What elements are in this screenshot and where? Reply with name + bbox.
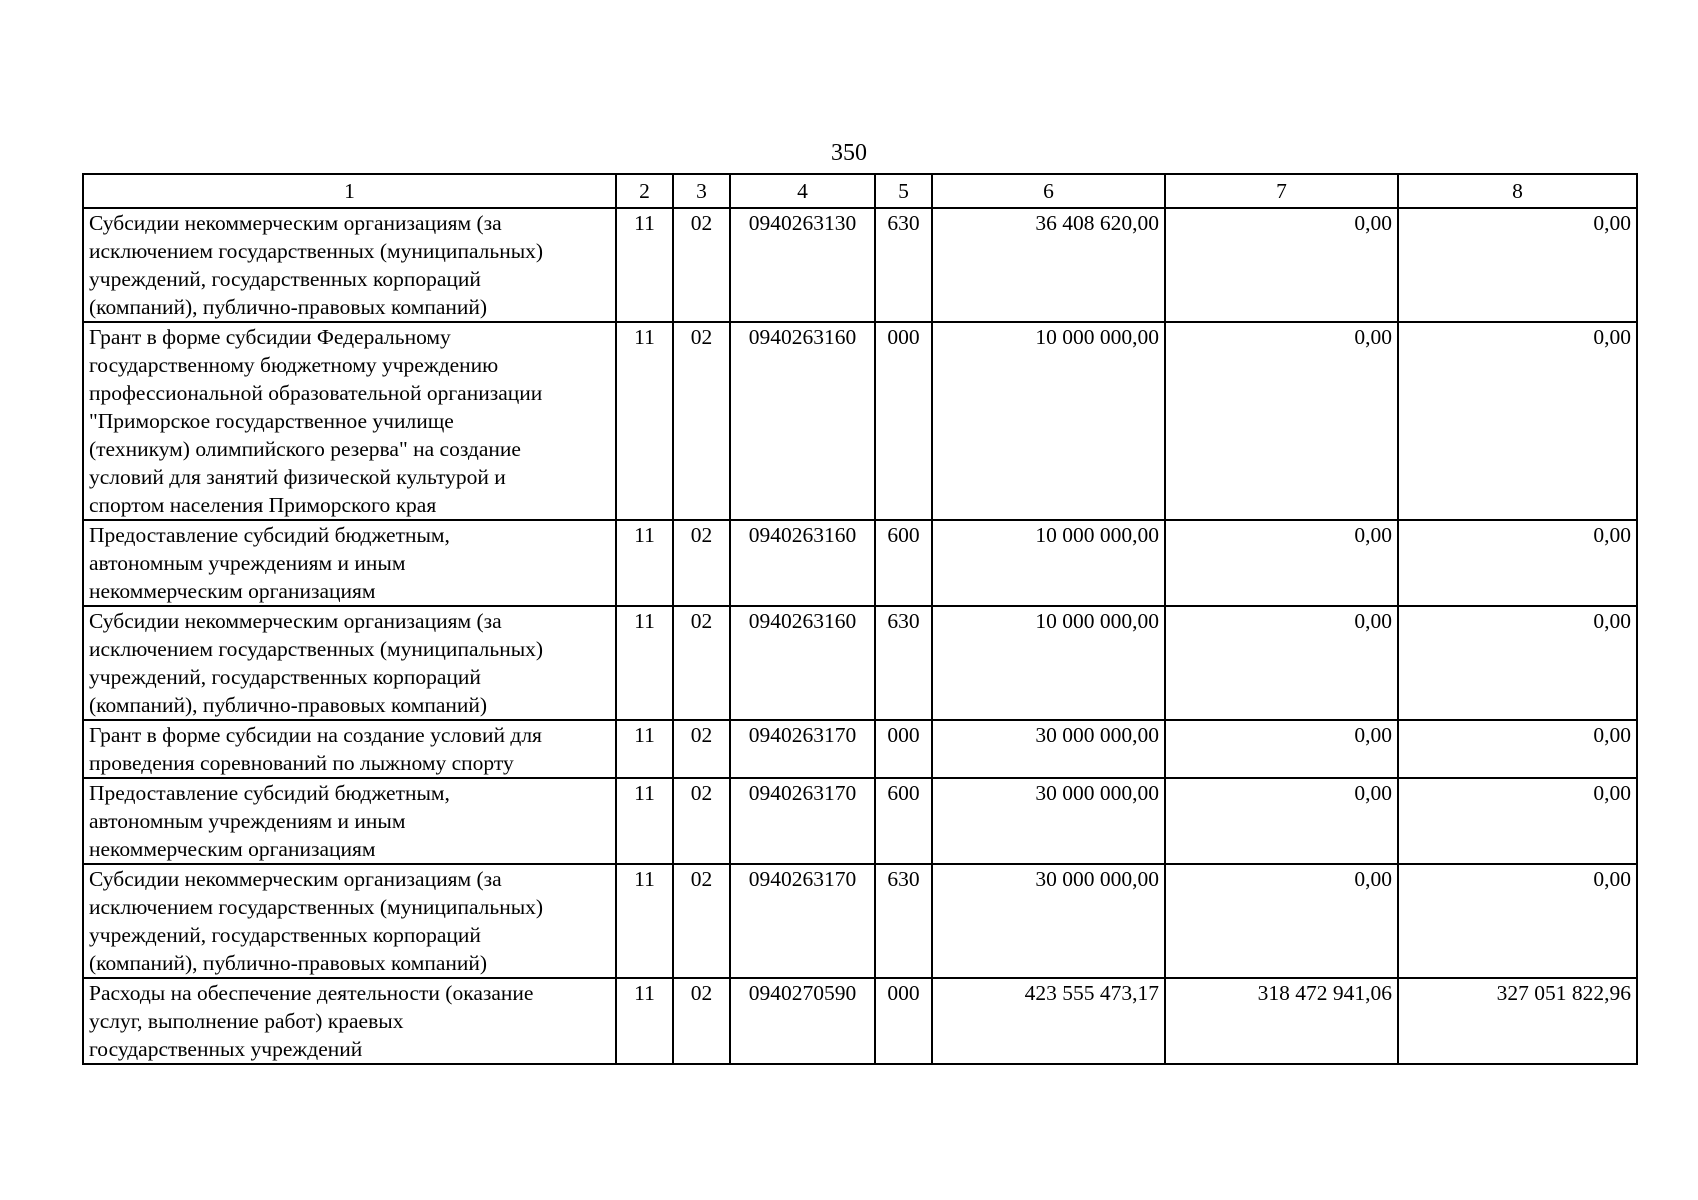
expense-type-cell: 000 [875,978,932,1064]
subsection-code-cell: 02 [673,606,730,720]
table-row [83,322,1637,520]
target-article-cell: 0940263170 [730,864,875,978]
target-article-cell: 0940263160 [730,322,875,520]
amount-col8-cell: 0,00 [1398,606,1637,720]
subsection-code-cell: 02 [673,864,730,978]
expense-name-cell: Грант в форме субсидии Федеральному государственному бюджетному учреждению профессиональной образовательной организации "Приморское государственное училище (техникум) олимпийского резерва" на создание условий для занятий физической культурой и спортом населения Приморского края [83,322,616,520]
amount-col6-cell: 30 000 000,00 [932,720,1165,778]
amount-col7-cell: 0,00 [1165,208,1398,322]
amount-col8-cell: 0,00 [1398,864,1637,978]
subsection-code-cell: 02 [673,520,730,606]
amount-col8-cell: 0,00 [1398,720,1637,778]
amount-col8-cell: 0,00 [1398,208,1637,322]
amount-col6-cell: 10 000 000,00 [932,322,1165,520]
expense-type-cell: 630 [875,606,932,720]
expense-name-cell: Предоставление субсидий бюджетным, автономным учреждениям и иным некоммерческим организациям [83,520,616,606]
section-code-cell: 11 [616,606,673,720]
table-row [83,864,1637,978]
page-number: 350 [831,140,867,166]
section-code-cell: 11 [616,978,673,1064]
amount-col7-cell: 0,00 [1165,606,1398,720]
amount-col6-cell: 10 000 000,00 [932,606,1165,720]
column-header: 7 [1165,174,1398,208]
amount-col6-cell: 10 000 000,00 [932,520,1165,606]
expense-type-cell: 000 [875,322,932,520]
header-row [83,174,1637,208]
table-row [83,520,1637,606]
amount-col7-cell: 318 472 941,06 [1165,978,1398,1064]
target-article-cell: 0940263160 [730,606,875,720]
expense-name-cell: Субсидии некоммерческим организациям (за исключением государственных (муниципальных) учреждений, государственных корпораций (компаний), публично-правовых компаний) [83,864,616,978]
budget-table [82,173,1638,1065]
section-code-cell: 11 [616,208,673,322]
table-row [83,720,1637,778]
table-row [83,978,1637,1064]
expense-type-cell: 600 [875,520,932,606]
section-code-cell: 11 [616,322,673,520]
subsection-code-cell: 02 [673,208,730,322]
column-header: 1 [83,174,616,208]
expense-type-cell: 630 [875,208,932,322]
table-row [83,606,1637,720]
subsection-code-cell: 02 [673,322,730,520]
section-code-cell: 11 [616,864,673,978]
target-article-cell: 0940263130 [730,208,875,322]
column-header: 8 [1398,174,1637,208]
amount-col6-cell: 423 555 473,17 [932,978,1165,1064]
target-article-cell: 0940263170 [730,778,875,864]
section-code-cell: 11 [616,778,673,864]
expense-name-cell: Предоставление субсидий бюджетным, автономным учреждениям и иным некоммерческим организациям [83,778,616,864]
amount-col7-cell: 0,00 [1165,520,1398,606]
amount-col8-cell: 0,00 [1398,520,1637,606]
amount-col7-cell: 0,00 [1165,778,1398,864]
expense-type-cell: 630 [875,864,932,978]
column-header: 2 [616,174,673,208]
expense-name-cell: Расходы на обеспечение деятельности (оказание услуг, выполнение работ) краевых государственных учреждений [83,978,616,1064]
subsection-code-cell: 02 [673,978,730,1064]
column-header: 6 [932,174,1165,208]
amount-col7-cell: 0,00 [1165,322,1398,520]
section-code-cell: 11 [616,720,673,778]
amount-col7-cell: 0,00 [1165,864,1398,978]
subsection-code-cell: 02 [673,720,730,778]
target-article-cell: 0940263170 [730,720,875,778]
section-code-cell: 11 [616,520,673,606]
subsection-code-cell: 02 [673,778,730,864]
column-header: 3 [673,174,730,208]
amount-col6-cell: 30 000 000,00 [932,778,1165,864]
target-article-cell: 0940263160 [730,520,875,606]
amount-col6-cell: 30 000 000,00 [932,864,1165,978]
amount-col8-cell: 0,00 [1398,322,1637,520]
column-header: 5 [875,174,932,208]
table-row [83,778,1637,864]
column-header: 4 [730,174,875,208]
amount-col7-cell: 0,00 [1165,720,1398,778]
amount-col6-cell: 36 408 620,00 [932,208,1165,322]
expense-type-cell: 000 [875,720,932,778]
expense-name-cell: Субсидии некоммерческим организациям (за исключением государственных (муниципальных) учреждений, государственных корпораций (компаний), публично-правовых компаний) [83,606,616,720]
target-article-cell: 0940270590 [730,978,875,1064]
table-row [83,208,1637,322]
amount-col8-cell: 327 051 822,96 [1398,978,1637,1064]
expense-type-cell: 600 [875,778,932,864]
amount-col8-cell: 0,00 [1398,778,1637,864]
expense-name-cell: Субсидии некоммерческим организациям (за исключением государственных (муниципальных) учреждений, государственных корпораций (компаний), публично-правовых компаний) [83,208,616,322]
expense-name-cell: Грант в форме субсидии на создание условий для проведения соревнований по лыжному спорту [83,720,616,778]
